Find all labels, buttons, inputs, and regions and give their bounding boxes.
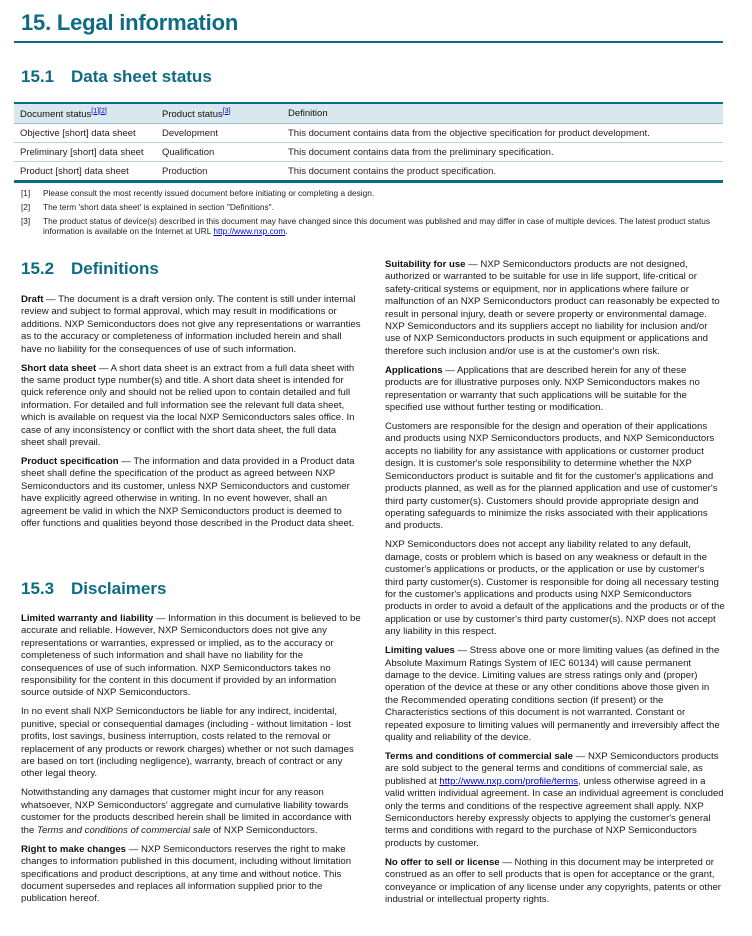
cell-document-status: Product [short] data sheet — [20, 165, 129, 177]
cell-definition: This document contains data from the preliminary specification. — [282, 143, 723, 162]
disclaimer-limiting-values: Limiting values — Stress above one or more limiting values (as defined in the Absolute Maximum Ratings System of IEC 60134) will cause permanent damage to the device. Limiting values are stress ratings only and (proper) operation of the device at these or any other conditions above those given in the Recommended operating conditions section (if present) or the Characteristics sections of this document is not warranted. Constant or repeated exposure to limiting values will permanently and irreversibly affect the quality and reliability of the device. — [385, 645, 720, 743]
header-definition: Definition — [282, 103, 723, 124]
page-title: 15. Legal information — [21, 10, 239, 35]
disclaimer-terms-conditions: Terms and conditions of commercial sale — NXP Semiconductors products are sold subject to the general terms and conditions of commercial sale, as published at http://www.nxp.com/profile/terms, unless otherwise agreed in a valid written individual agreement. In case an individual agreement is concluded only the terms and conditions of the respective agreement shall apply. NXP Semiconductors hereby expressly objects to applying the customer's general terms and conditions with regard to the purchase of NXP Semiconductors products by customer. — [385, 751, 724, 849]
disclaimer-limited-warranty: Limited warranty and liability — Information in this document is believed to be accurate and reliable. However, NXP Semiconductors does not give any representations or warranties, expressed or implied, as to the accuracy or completeness of such information and shall have no liability for the consequences of use of such information. NXP Semiconductors takes no responsibility for the content in this document if provided by an information source outside of NXP Semiconductors. — [21, 613, 361, 699]
definitions-content — [21, 294, 361, 537]
footnote-text: Please consult the most recently issued document before initiating or completing a design. — [43, 188, 375, 198]
title-divider — [14, 41, 723, 43]
footnote — [21, 216, 726, 236]
footnote-ref-link[interactable]: [1][2] — [91, 107, 107, 115]
section-number: 15.3 — [21, 579, 55, 598]
disclaimer-aggregate-liability: Notwithstanding any damages that customer might incur for any reason whatsoever, NXP Semiconductors' aggregate and cumulative liability towards customer for the products described herein shall be limited in accordance with the Terms and conditions of commercial sale of NXP Semiconductors. — [21, 787, 352, 836]
footnote-number: [1] — [21, 188, 31, 198]
section-heading-15-1 — [21, 67, 212, 87]
disclaimer-right-to-change: Right to make changes — NXP Semiconductors reserves the right to make changes to information published in this document, including without limitation specifications and product descriptions, at any time and without notice. This document supersedes and replaces all information supplied prior to the publication hereof. — [21, 843, 352, 905]
section-title: Definitions — [71, 259, 159, 278]
table-row — [14, 124, 723, 143]
disclaimer-suitability: Suitability for use — NXP Semiconductors products are not designed, authorized or warranted to be suitable for use in life support, life-critical or safety-critical systems or equipment, nor in applications where failure or malfunction of an NXP Semiconductors product can reasonably be expected to result in personal injury, death or severe property or environmental damage. NXP Semiconductors and its suppliers accept no liability for inclusion and/or use of NXP Semiconductors products in such equipment or applications and therefore such inclusion and/or use is at the customer's own risk. — [385, 259, 720, 357]
section-title: Data sheet status — [71, 67, 212, 86]
footnote — [21, 202, 726, 212]
table-row — [14, 162, 723, 182]
section-heading-15-3 — [21, 579, 166, 599]
footnote-number: [3] — [21, 216, 31, 226]
table-row — [14, 143, 723, 162]
cell-definition: This document contains data from the objective specification for product development. — [282, 124, 723, 143]
footnote-text-end: . — [285, 226, 288, 236]
definition-draft: Draft — The document is a draft version only. The content is still under internal review and subject to formal approval, which may result in modifications or additions. NXP Semiconductors does not give any representations or warranties as to the accuracy or completeness of information included herein and shall have no liability for the consequences of use of such information. — [21, 294, 361, 355]
table-footnotes — [21, 188, 726, 240]
footnote-text: The term 'short data sheet' is explained in section "Definitions". — [43, 202, 274, 212]
cell-definition: This document contains the product specification. — [288, 165, 497, 177]
cell-document-status: Objective [short] data sheet — [14, 124, 156, 143]
cell-product-status: Production — [162, 165, 208, 177]
terms-link[interactable]: http://www.nxp.com/profile/terms — [439, 775, 579, 787]
disclaimer-applications: Applications — Applications that are described herein for any of these products are for illustrative purposes only. NXP Semiconductors makes no representation or warranty that such applications will be suitable for the specified use without further testing or modification. — [385, 364, 700, 414]
definition-short-data-sheet: Short data sheet — A short data sheet is an extract from a full data sheet with the same product type number(s) and title. A short data sheet is intended for quick reference only and should not be relied upon to contain detailed and full information. For detailed and full information see the relevant full data sheet, which is available on request via the local NXP Semiconductors sales office. In case of any inconsistency or conflict with the short data sheet, the full data sheet shall prevail. — [21, 362, 355, 449]
table-header-row — [14, 103, 723, 124]
header-document-status: Document status[1][2] — [14, 103, 156, 124]
section-number: 15.2 — [21, 259, 55, 278]
footnote-number: [2] — [21, 202, 31, 212]
disclaimers-right-content — [385, 259, 725, 913]
cell-product-status: Qualification — [156, 143, 282, 162]
disclaimers-left-content — [21, 613, 361, 912]
header-product-status: Product status[3] — [156, 103, 282, 124]
footnote-text-container — [43, 216, 726, 236]
cell-document-status: Preliminary [short] data sheet — [14, 143, 156, 162]
footnote — [21, 188, 726, 198]
nxp-website-link[interactable]: http://www.nxp.com — [213, 226, 286, 236]
disclaimer-no-offer: No offer to sell or license — Nothing in this document may be interpreted or construed as an offer to sell products that is open for acceptance or the grant, conveyance or implication of any license under any copyrights, patents or other industrial or intellectual property rights. — [385, 856, 721, 906]
disclaimer-customer-responsibility: Customers are responsible for the design and operation of their applications and products using NXP Semiconductors products, and NXP Semiconductors accepts no liability for any assistance with applications or customer product design. It is customer's sole responsibility to determine whether the NXP Semiconductors product is suitable and fit for the customer's applications and products planned, as well as for the planned application and use of customer's third party customer(s). Customers should provide appropriate design and operating safeguards to minimize the risks associated with their applications and products. — [385, 421, 718, 532]
section-title: Disclaimers — [71, 579, 167, 598]
cell-product-status: Development — [156, 124, 282, 143]
data-sheet-status-table — [14, 102, 723, 183]
footnote-text: The product status of device(s) described in this document may have changed since this document was published and may differ in case of multiple devices. The latest product status information is available on the Internet at URL — [43, 216, 711, 236]
section-heading-15-2 — [21, 259, 159, 279]
disclaimer-no-liability: In no event shall NXP Semiconductors be liable for any indirect, incidental, punitive, special or consequential damages (including - without limitation - lost profits, lost savings, business interruption, costs related to the removal or replacement of any products or rework charges) whether or not such damages are based on tort (including negligence), warranty, breach of contract or any other legal theory. — [21, 706, 354, 780]
footnote-ref-link[interactable]: [3] — [222, 107, 231, 115]
section-number: 15.1 — [21, 67, 55, 86]
disclaimer-default-liability: NXP Semiconductors does not accept any liability related to any default, damage, costs or problem which is based on any weakness or default in the customer's applications or products, or the application or use by customer's third party customer(s). Customer is responsible for doing all necessary testing for the customer's applications and products using NXP Semiconductors products in order to avoid a default of the applications and the products or of the application or use by customer's third party customer(s). NXP does not accept any liability in this respect. — [385, 539, 725, 638]
definition-product-specification: Product specification — The information and data provided in a Product data sheet shall define the specification of the product as agreed between NXP Semiconductors and its customer, unless NXP Semiconductors and customer have explicitly agreed otherwise in writing. In no event however, shall an agreement be valid in which the NXP Semiconductors product is deemed to offer functions and qualities beyond those described in the Product data sheet. — [21, 456, 355, 530]
